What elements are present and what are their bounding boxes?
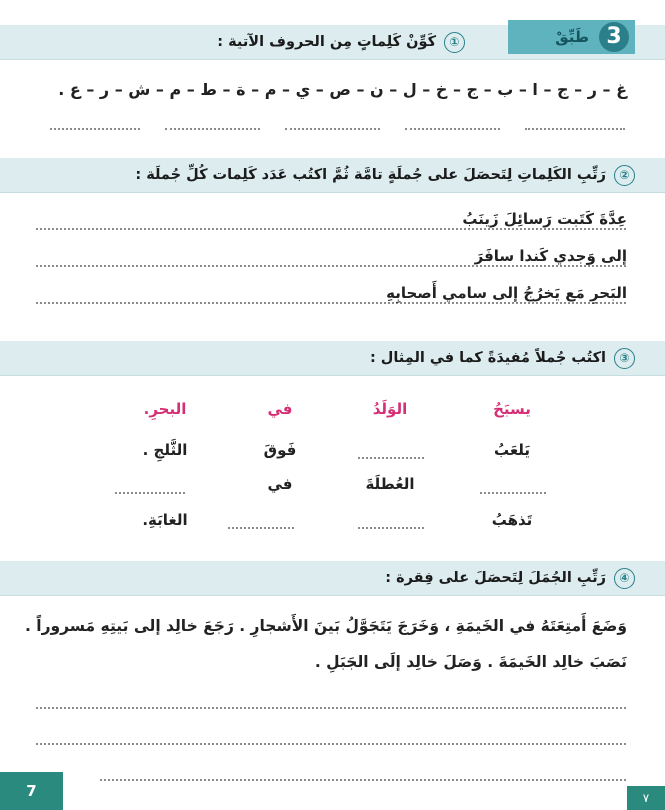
answer-line-1d[interactable] bbox=[405, 128, 500, 130]
answer-line-4b[interactable] bbox=[36, 743, 626, 745]
paragraph-line-2: نَصَبَ خالِد الخَيمَةَ . وَصَلَ خالِد إلَى الجَبَلِ . bbox=[314, 653, 627, 671]
exercise-4-title bbox=[385, 561, 635, 595]
answer-line-1a[interactable] bbox=[50, 128, 140, 130]
apply-tab bbox=[508, 20, 635, 54]
page-number-left: 7 bbox=[0, 772, 63, 810]
row2-preposition: في bbox=[267, 475, 293, 493]
paragraph-line-1: وَضَعَ أَمتِعَتَهُ في الخَيمَةِ ، وَخَرَجَ يَتَجَوَّلُ بَينَ الأَشجارِ . رَجَعَ خالِد إلى بَيتِهِ مَسروراً . bbox=[24, 617, 627, 635]
exercise-1-number: ① bbox=[444, 32, 465, 53]
exercise-2-number: ② bbox=[614, 165, 635, 186]
exercise-3-banner bbox=[0, 341, 665, 376]
sentence-2: إلى وَجدي كَندا سافَرَ bbox=[469, 247, 627, 265]
row1-blank-subject[interactable] bbox=[358, 457, 424, 459]
answer-line-1c[interactable] bbox=[285, 128, 380, 130]
row1-verb: يَلعَبُ bbox=[493, 441, 531, 459]
sentence-1: عِدَّةَ كَتَبت رَسائِلَ زَينَبُ bbox=[456, 210, 627, 228]
exercise-4-number: ④ bbox=[614, 568, 635, 589]
answer-line-1b[interactable] bbox=[165, 128, 260, 130]
example-object: البحرِ. bbox=[143, 400, 187, 418]
answer-line-2c[interactable] bbox=[36, 302, 626, 304]
answer-line-2b[interactable] bbox=[36, 265, 626, 267]
row2-subject: العُطلَةَ bbox=[365, 475, 415, 493]
apply-tab-number: 3 bbox=[599, 22, 629, 52]
exercise-1-title-text: كَوِّنْ كَلِماتٍ مِن الحروف الآتية : bbox=[217, 34, 436, 50]
example-subject: الوَلَدُ bbox=[372, 400, 408, 418]
exercise-2-title-text: رَتِّبِ الكَلِماتِ لِتَحصَلَ على جُملَةٍ تامَّة ثُمَّ اكتُب عَدَد كَلِمات كُلِّ جُملَة : bbox=[135, 167, 606, 183]
exercise-4-banner bbox=[0, 561, 665, 596]
row2-blank-verb[interactable] bbox=[480, 492, 546, 494]
row3-verb: تَذهَبُ bbox=[491, 511, 533, 529]
exercise-4-title-text: رَتِّبِ الجُمَلَ لِتَحصَلَ على فِقرة : bbox=[385, 570, 606, 586]
example-verb: يسبَحُ bbox=[493, 400, 531, 418]
answer-line-2a[interactable] bbox=[36, 228, 626, 230]
row2-blank-object[interactable] bbox=[115, 492, 185, 494]
exercise-3-title bbox=[370, 341, 635, 375]
apply-tab-label: طَبِّقْ bbox=[555, 28, 589, 46]
answer-line-4c[interactable] bbox=[100, 779, 626, 781]
row3-blank-subject[interactable] bbox=[358, 527, 424, 529]
row1-preposition: فَوقَ bbox=[263, 441, 297, 459]
answer-line-4a[interactable] bbox=[36, 707, 626, 709]
row3-object: الغابَةِ. bbox=[142, 511, 188, 529]
row1-object: الثَّلجِ . bbox=[142, 441, 188, 459]
letters-list: غ – ر – ج – ا – ب – ج – خ – ل – ن – ص – ي – م – ة – ط – م – ش – ر – ع . bbox=[58, 80, 627, 99]
row3-blank-preposition[interactable] bbox=[228, 527, 294, 529]
sentence-3: البَحرِ مَع يَخرُجُ إلى سامي أَصحابِهِ bbox=[380, 284, 627, 302]
exercise-2-banner bbox=[0, 158, 665, 193]
exercise-3-number: ③ bbox=[614, 348, 635, 369]
exercise-2-title bbox=[135, 158, 635, 192]
page-number-right: ٧ bbox=[627, 786, 665, 810]
exercise-3-title-text: اكتُب جُملاً مُفيدَةً كما في المِثال : bbox=[369, 350, 606, 366]
example-preposition: في bbox=[267, 400, 293, 418]
answer-line-1e[interactable] bbox=[525, 128, 625, 130]
exercise-1-title bbox=[217, 25, 465, 59]
